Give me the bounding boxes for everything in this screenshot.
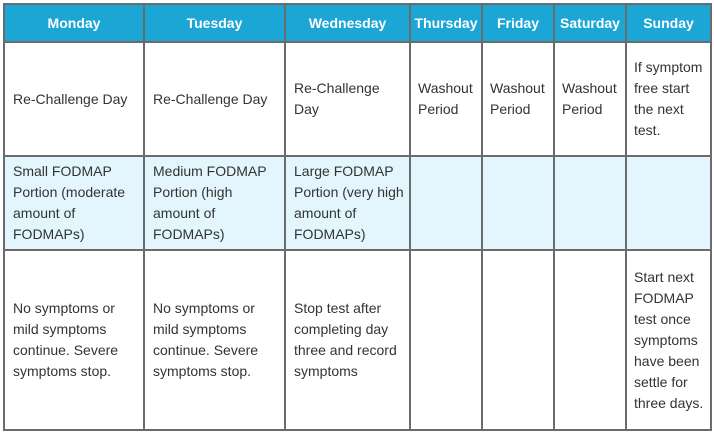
table-cell: Large FODMAP Portion (very high amount of FODMAPs) (285, 156, 410, 250)
table-cell (410, 250, 482, 430)
table-cell: Small FODMAP Portion (moderate amount of FODMAPs) (4, 156, 144, 250)
table-cell: Re-Challenge Day (285, 42, 410, 156)
table-row (4, 42, 711, 156)
table-cell: If symptom free start the next test. (626, 42, 711, 156)
table-cell: Washout Period (554, 42, 626, 156)
table-cell (410, 156, 482, 250)
table-cell (482, 250, 554, 430)
header-wednesday: Wednesday (285, 4, 410, 42)
table-cell: No symptoms or mild symptoms continue. Severe symptoms stop. (4, 250, 144, 430)
header-friday: Friday (482, 4, 554, 42)
header-row (4, 4, 711, 42)
table-row (4, 250, 711, 430)
header-tuesday: Tuesday (144, 4, 285, 42)
table-cell: Re-Challenge Day (4, 42, 144, 156)
table-cell: No symptoms or mild symptoms continue. Severe symptoms stop. (144, 250, 285, 430)
table-row (4, 156, 711, 250)
table-cell (554, 250, 626, 430)
table-cell: Stop test after completing day three and record symptoms (285, 250, 410, 430)
table-cell (554, 156, 626, 250)
table-cell (482, 156, 554, 250)
header-saturday: Saturday (554, 4, 626, 42)
table-cell: Start next FODMAP test once symptoms have been settle for three days. (626, 250, 711, 430)
table-cell: Re-Challenge Day (144, 42, 285, 156)
table-cell (626, 156, 711, 250)
table-cell: Medium FODMAP Portion (high amount of FODMAPs) (144, 156, 285, 250)
header-monday: Monday (4, 4, 144, 42)
header-thursday: Thursday (410, 4, 482, 42)
fodmap-schedule-table (3, 3, 712, 431)
table-cell: Washout Period (482, 42, 554, 156)
header-sunday: Sunday (626, 4, 711, 42)
table-cell: Washout Period (410, 42, 482, 156)
